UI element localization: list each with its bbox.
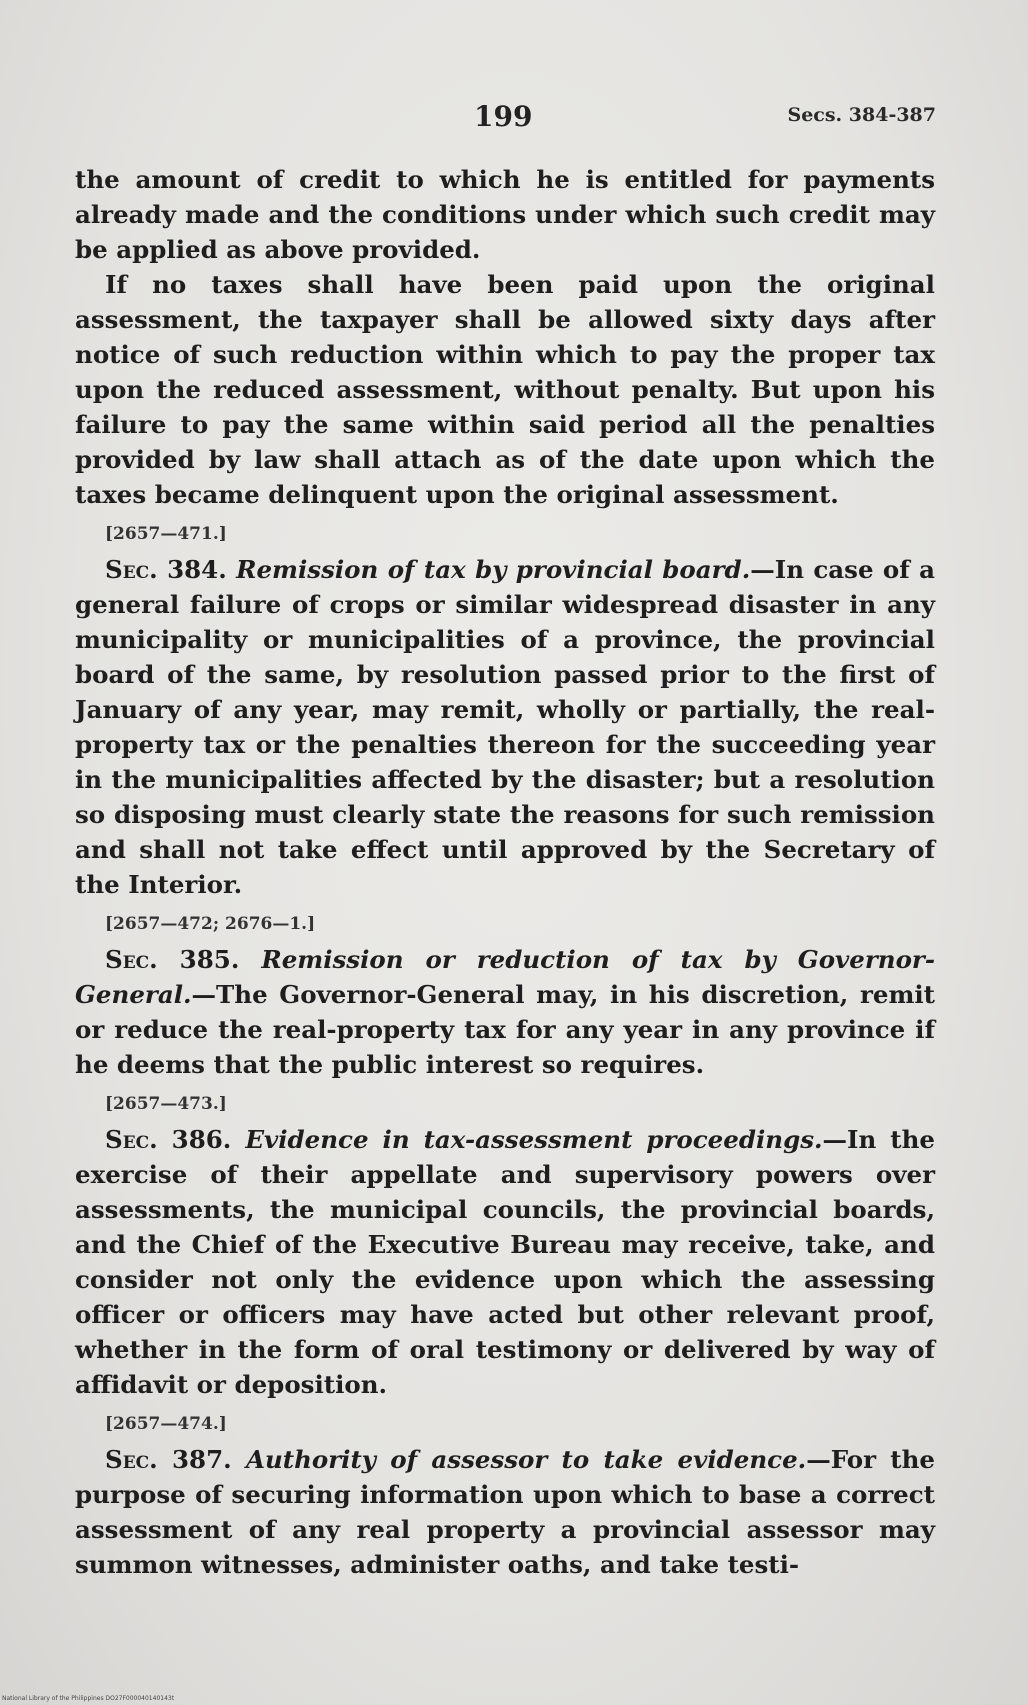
section-label: Sec. 387. — [105, 1445, 232, 1474]
paragraph-continued: the amount of credit to which he is entitled for payments already made and the conditions under which such credit may be applied as above provided. — [75, 165, 935, 264]
section-range: Secs. 384-387 — [787, 104, 936, 126]
section-label: Sec. 385. — [105, 945, 240, 974]
section-385 — [75, 942, 935, 1082]
section-heading: Remission or reduction of tax by Governor-General. — [75, 945, 936, 1009]
body-text — [75, 162, 935, 1582]
citation: [2657—472; 2676—1.] — [105, 914, 316, 934]
citation: [2657—471.] — [105, 524, 227, 544]
library-watermark: National Library of the Philippines DO27F000040140143t — [2, 1695, 175, 1702]
page-number: 199 — [474, 100, 533, 133]
section-body: —In the exercise of their appellate and supervisory powers over assessments, the municipal councils, the provincial boards, and the Chief of the Executive Bureau may receive, take, and consider not only the evidence upon which the assessing officer or officers may have acted but other relevant proof, whether in the form of oral testimony or delivered by way of affidavit or deposition. — [75, 1125, 935, 1399]
section-label: Sec. 386. — [105, 1125, 232, 1154]
section-heading: Remission of tax by provincial board. — [236, 555, 751, 584]
section-body: —In case of a general failure of crops or similar widespread disaster in any municipality or municipalities of a province, the provincial board of the same, by resolution passed prior to the first of January of any year, may remit, wholly or partially, the real-property tax or the penalties thereon for the succeeding year in the municipalities affected by the disaster; but a resolution so disposing must clearly state the reasons for such remission and shall not take effect until approved by the Secretary of the Interior. — [75, 555, 936, 899]
running-header — [0, 100, 1028, 140]
section-label: Sec. 384. — [105, 555, 227, 584]
citation: [2657—473.] — [105, 1094, 227, 1114]
citation: [2657—474.] — [105, 1414, 227, 1434]
section-386 — [75, 1122, 935, 1402]
section-heading: Authority of assessor to take evidence. — [245, 1445, 807, 1474]
paragraph-unpaid-taxes: If no taxes shall have been paid upon the original assessment, the taxpayer shall be allowed sixty days after notice of such reduction within which to pay the proper tax upon the reduced assessment, without penalty. But upon his failure to pay the same within said period all the penalties provided by law shall attach as of the date upon which the taxes became delinquent upon the original assessment. — [75, 270, 935, 509]
section-body: —For the purpose of securing information upon which to base a correct assessment of any real property a provincial assessor may summon witnesses, administer oaths, and take testi- — [75, 1445, 935, 1579]
section-387 — [75, 1442, 935, 1582]
section-body: —The Governor-General may, in his discretion, remit or reduce the real-property tax for any year in any province if he deems that the public interest so requires. — [75, 980, 935, 1079]
section-heading: Evidence in tax-assessment proceedings. — [245, 1125, 823, 1154]
section-384 — [75, 552, 935, 902]
